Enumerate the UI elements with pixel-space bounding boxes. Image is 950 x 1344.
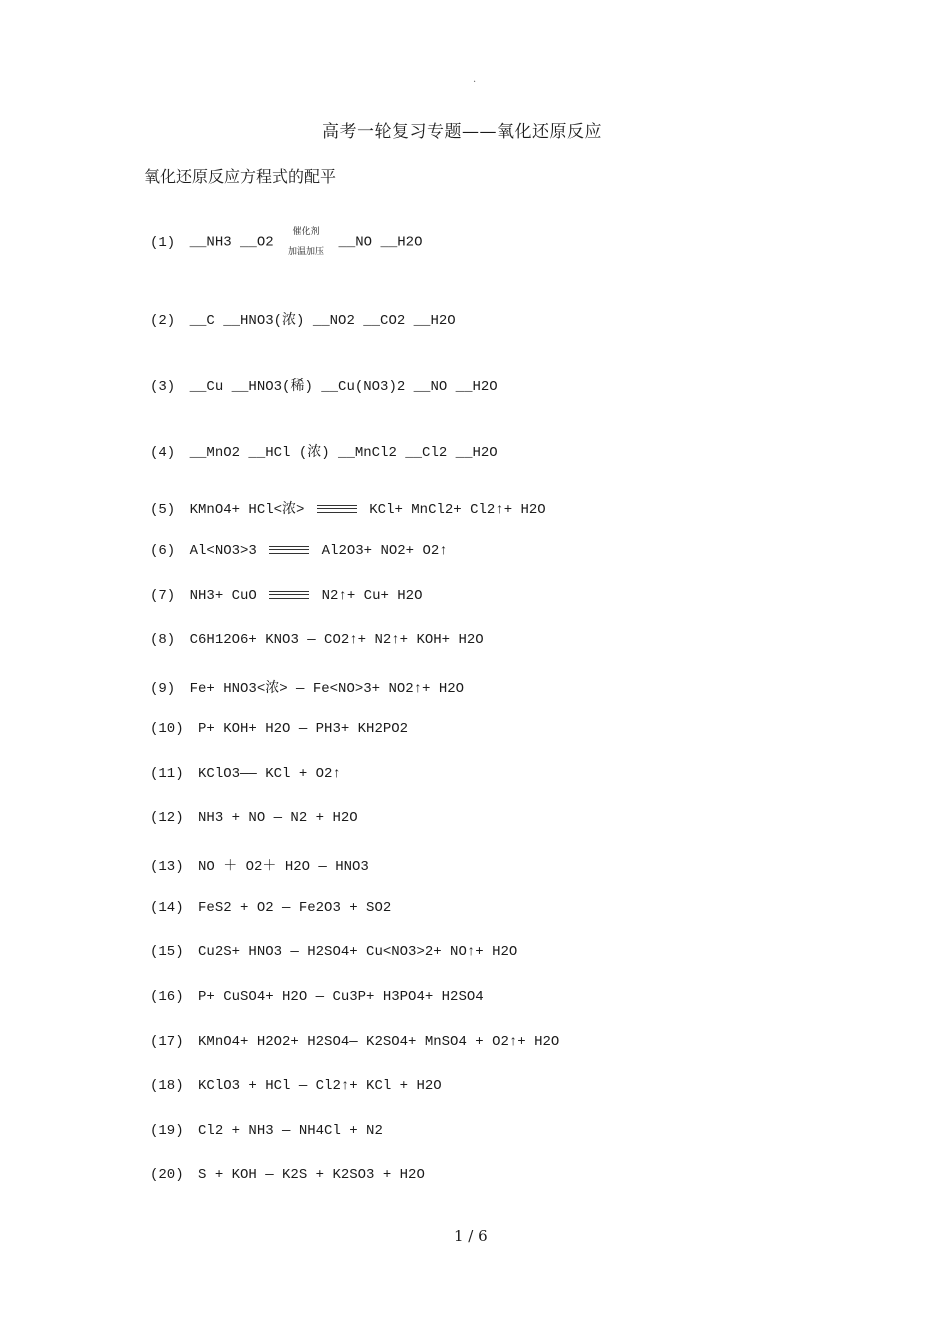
equation-text: FeS2 + O2 — Fe2O3 + SO2 (198, 900, 392, 916)
equation-lhs: NH3+ CuO (189, 588, 257, 604)
equation-5 (150, 498, 546, 518)
equation-label: (5) (150, 502, 176, 518)
equation-2 (150, 309, 456, 329)
equation-20 (150, 1167, 425, 1183)
page-number: 1 / 6 (454, 1227, 488, 1245)
equation-16 (150, 989, 484, 1005)
equation-17 (150, 1034, 559, 1050)
equation-text: P+ CuSO4+ H2O — Cu3P+ H3PO4+ H2SO4 (198, 989, 484, 1005)
equation-7 (150, 588, 422, 604)
equation-rhs: Al2O3+ NO2+ O2↑ (321, 543, 448, 559)
equation-9 (150, 677, 464, 697)
equation-12 (150, 810, 358, 826)
equation-rhs: KCl+ MnCl2+ Cl2↑+ H2O (369, 502, 546, 518)
equation-label: (8) (150, 632, 176, 648)
equation-label: (12) (150, 810, 184, 826)
equation-text: Cu2S+ HNO3 — H2SO4+ Cu<NO3>2+ NO↑+ H2O (198, 944, 518, 960)
equation-label: (14) (150, 900, 184, 916)
equation-3 (150, 375, 498, 395)
section-heading: 氧化还原反应方程式的配平 (144, 167, 337, 186)
equation-label: (6) (150, 543, 176, 559)
equation-label: (4) (150, 445, 176, 461)
equation-lhs: __NH3 __O2 (189, 234, 274, 251)
equation-rhs: N2↑+ Cu+ H2O (321, 588, 423, 604)
equals-sign-icon (269, 591, 309, 599)
equation-lhs: KMnO4+ HCl<浓> (189, 502, 305, 518)
equation-label: (16) (150, 989, 184, 1005)
equation-text: __C __HNO3(浓) __NO2 __CO2 __H2O (189, 313, 456, 329)
equation-text: S + KOH — K2S + K2SO3 + H2O (198, 1167, 425, 1183)
equation-14 (150, 900, 391, 916)
equation-1 (150, 222, 422, 262)
equation-4 (150, 441, 498, 461)
equation-15 (150, 944, 517, 960)
equation-18 (150, 1078, 442, 1094)
equation-label: (15) (150, 944, 184, 960)
equation-rhs: __NO __H2O (338, 234, 423, 251)
equation-label: (17) (150, 1034, 184, 1050)
reaction-condition (288, 222, 324, 262)
equation-11 (150, 766, 341, 782)
equation-10 (150, 721, 408, 737)
equation-label: (1) (150, 234, 176, 251)
equals-sign-icon (317, 505, 357, 513)
equation-label: (18) (150, 1078, 184, 1094)
equation-8 (150, 632, 484, 648)
condition-bottom: 加温加压 (288, 247, 325, 257)
equation-label: (2) (150, 313, 176, 329)
page-title: 高考一轮复习专题——氧化还原反应 (322, 122, 602, 142)
equals-sign-icon (269, 546, 309, 554)
equation-label: (19) (150, 1123, 184, 1139)
equation-text: KMnO4+ H2O2+ H2SO4— K2SO4+ MnSO4 + O2↑+ H2O (198, 1034, 560, 1050)
condition-top: 催化剂 (292, 227, 320, 237)
equation-text: Fe+ HNO3<浓> — Fe<NO>3+ NO2↑+ H2O (189, 681, 465, 697)
equation-text: __MnO2 __HCl (浓) __MnCl2 __Cl2 __H2O (189, 445, 498, 461)
equation-label: (20) (150, 1167, 184, 1183)
equation-label: (3) (150, 379, 176, 395)
equation-label: (9) (150, 681, 176, 697)
equation-text: KClO3 + HCl — Cl2↑+ KCl + H2O (198, 1078, 442, 1094)
equation-text: NO ＋ O2＋ H2O — HNO3 (198, 859, 369, 875)
equation-text: __Cu __HNO3(稀) __Cu(NO3)2 __NO __H2O (189, 379, 498, 395)
equation-6 (150, 543, 448, 559)
equation-text: Cl2 + NH3 — NH4Cl + N2 (198, 1123, 383, 1139)
equation-text: NH3 + NO — N2 + H2O (198, 810, 358, 826)
equation-19 (150, 1123, 383, 1139)
equation-label: (13) (150, 859, 184, 875)
equation-text: P+ KOH+ H2O — PH3+ KH2PO2 (198, 721, 409, 737)
equation-label: (10) (150, 721, 184, 737)
equation-lhs: Al<NO3>3 (189, 543, 257, 559)
header-dot: . (473, 74, 477, 85)
equation-13 (150, 855, 369, 875)
equation-label: (7) (150, 588, 176, 604)
equation-text: KClO3—— KCl + O2↑ (198, 766, 341, 782)
equation-label: (11) (150, 766, 184, 782)
equation-text: C6H12O6+ KNO3 — CO2↑+ N2↑+ KOH+ H2O (189, 632, 484, 648)
